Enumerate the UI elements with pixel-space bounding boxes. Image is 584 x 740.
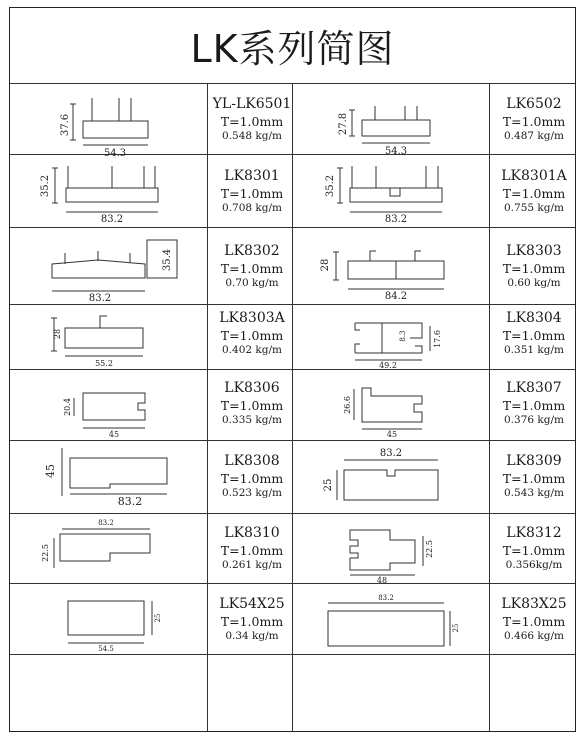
product-thickness: T=1.0mm	[220, 470, 284, 486]
product-code: LK6502	[506, 96, 562, 112]
product-weight: 0.755 kg/m	[504, 201, 564, 214]
dim-label: 28	[53, 328, 62, 340]
product-code: LK54X25	[219, 596, 285, 612]
product-thickness: T=1.0mm	[502, 327, 566, 343]
product-code: LK8310	[224, 525, 280, 541]
dim-label: 17.6	[433, 330, 442, 348]
dim-label: 22.5	[41, 544, 50, 562]
product-weight: 0.356kg/m	[505, 558, 563, 571]
product-thickness: T=1.0mm	[220, 613, 284, 629]
profile-drawing-lk8301	[40, 166, 158, 225]
product-code: LK8312	[506, 525, 562, 541]
product-weight: 0.70 kg/m	[225, 276, 279, 289]
product-thickness: T=1.0mm	[502, 613, 566, 629]
profile-drawing-lk6502	[338, 106, 430, 157]
product-code: YL-LK6501	[212, 96, 292, 112]
dim-label: 26.6	[343, 396, 352, 414]
product-weight: 0.351 kg/m	[504, 343, 564, 356]
profile-drawing-lk8309	[323, 448, 438, 500]
dim-label: 54.5	[98, 645, 114, 653]
profile-drawing-lk8304	[355, 323, 442, 370]
product-thickness: T=1.0mm	[220, 113, 284, 129]
product-thickness: T=1.0mm	[220, 260, 284, 276]
dim-label: 45	[108, 430, 120, 439]
page-title: LK系列简图	[190, 27, 395, 71]
product-thickness: T=1.0mm	[502, 542, 566, 558]
product-thickness: T=1.0mm	[502, 470, 566, 486]
product-thickness: T=1.0mm	[220, 327, 284, 343]
profile-drawing-lk83x25	[328, 594, 460, 646]
dim-label: 25	[323, 478, 334, 492]
profile-drawing-lk8302	[52, 240, 177, 304]
profile-drawing-lk8310	[41, 519, 150, 568]
dim-label: 83.2	[379, 448, 403, 459]
dim-label: 49.2	[379, 361, 397, 370]
product-code: LK8308	[224, 453, 280, 469]
product-thickness: T=1.0mm	[502, 185, 566, 201]
dim-label: 35.2	[325, 174, 336, 198]
dim-label: 83.2	[98, 519, 114, 527]
product-weight: 0.708 kg/m	[222, 201, 282, 214]
product-weight: 0.335 kg/m	[222, 413, 282, 426]
product-code: LK8309	[506, 453, 562, 469]
product-code: LK8302	[224, 243, 280, 259]
product-thickness: T=1.0mm	[220, 185, 284, 201]
dim-label: 48	[376, 576, 388, 585]
product-code: LK8304	[506, 310, 562, 326]
dim-label: 37.6	[60, 113, 71, 137]
profile-drawing-lk8307	[343, 388, 422, 439]
catalog-sheet	[9, 7, 576, 732]
product-weight: 0.466 kg/m	[504, 629, 564, 642]
dim-label: 45	[386, 430, 398, 439]
dim-label: 25	[452, 623, 460, 633]
dim-label: 8.3	[399, 330, 407, 342]
dim-label: 27.8	[338, 112, 349, 136]
product-thickness: T=1.0mm	[220, 397, 284, 413]
dim-label: 22.5	[425, 540, 434, 558]
dim-label: 83.2	[378, 594, 394, 602]
product-thickness: T=1.0mm	[502, 113, 566, 129]
product-code: LK8306	[224, 380, 280, 396]
product-weight: 0.376 kg/m	[504, 413, 564, 426]
product-weight: 0.261 kg/m	[222, 558, 282, 571]
product-code: LK8303	[506, 243, 562, 259]
product-weight: 0.402 kg/m	[222, 343, 282, 356]
dim-label: 35.2	[40, 174, 51, 198]
product-code: LK8301A	[501, 168, 567, 184]
profile-drawing-lk8306	[63, 393, 145, 439]
product-weight: 0.34 kg/m	[225, 629, 279, 642]
dim-label: 45	[44, 464, 57, 478]
product-code: LK83X25	[501, 596, 567, 612]
dim-label: 54.3	[384, 146, 408, 157]
dim-label: 20.4	[63, 398, 72, 416]
product-code: LK8307	[506, 380, 562, 396]
product-weight: 0.543 kg/m	[504, 486, 564, 499]
profile-drawing-lk8303	[320, 251, 444, 302]
product-weight: 0.487 kg/m	[504, 129, 564, 142]
product-weight: 0.523 kg/m	[222, 486, 282, 499]
profile-drawing-yl-lk6501	[60, 98, 148, 159]
dim-label: 83.2	[100, 214, 124, 225]
dim-label: 25	[154, 613, 162, 623]
dim-label: 84.2	[384, 291, 408, 302]
dim-label: 55.2	[95, 359, 113, 368]
profile-drawing-lk54x25	[68, 601, 162, 653]
dim-label: 35.4	[162, 248, 173, 272]
profile-drawings	[10, 8, 577, 733]
profile-drawing-lk8303a	[51, 316, 143, 368]
profile-drawing-lk8301a	[325, 166, 442, 225]
product-thickness: T=1.0mm	[502, 397, 566, 413]
product-thickness: T=1.0mm	[502, 260, 566, 276]
dim-label: 83.2	[88, 293, 112, 304]
dim-label: 28	[320, 258, 331, 272]
dim-label: 54.3	[103, 148, 127, 159]
profile-drawing-lk8312	[350, 530, 434, 585]
product-thickness: T=1.0mm	[220, 542, 284, 558]
dim-label: 83.2	[117, 495, 143, 508]
product-code: LK8301	[224, 168, 280, 184]
dim-label: 83.2	[384, 214, 408, 225]
product-weight: 0.548 kg/m	[222, 129, 282, 142]
profile-drawing-lk8308	[44, 448, 167, 508]
product-code: LK8303A	[219, 310, 285, 326]
product-weight: 0.60 kg/m	[507, 276, 561, 289]
